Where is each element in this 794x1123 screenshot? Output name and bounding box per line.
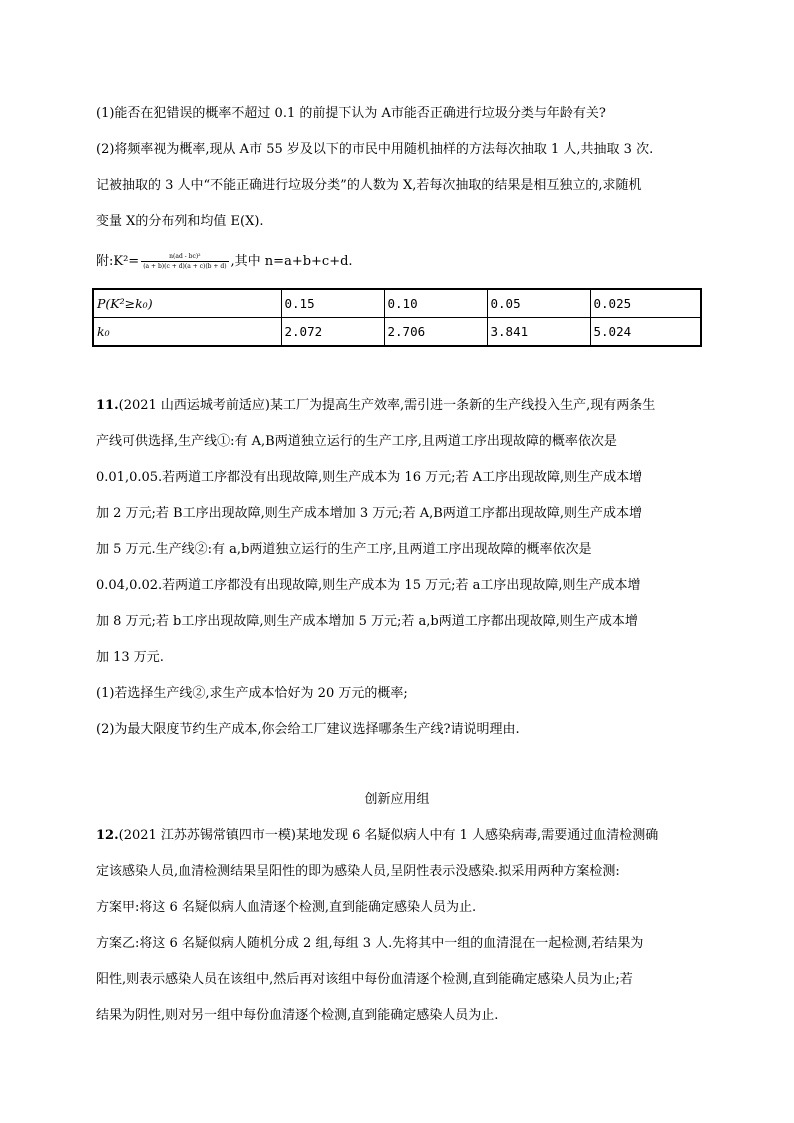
table-cell: 3.841 — [487, 318, 590, 347]
table-cell: k₀ — [93, 318, 281, 347]
q12-line1 — [96, 826, 658, 846]
formula-numerator: n(ad - bc)² — [141, 252, 228, 262]
table-cell: 0.05 — [487, 289, 590, 318]
q11-part1: (1)若选择生产线②,求生产成本恰好为 20 万元的概率; — [96, 686, 408, 701]
q10-part2-line2: 记被抽取的 3 人中“不能正确进行垃圾分类”的人数为 X,若每次抽取的结果是相互独立的,求随机 — [96, 178, 642, 193]
q12-text: (2021 江苏苏锡常镇四市一模)某地发现 6 名疑似病人中有 1 人感染病毒,需要通过血清检测确 — [118, 828, 659, 843]
formula-denominator: (a + b)(c + d)(a + c)(b + d) — [143, 263, 227, 270]
q11-line4: 加 2 万元;若 B工序出现故障,则生产成本增加 3 万元;若 A,B两道工序都出现故障,则生产成本增 — [96, 506, 642, 521]
q11-text: (2021 山西运城考前适应)某工厂为提高生产效率,需引进一条新的生产线投入生产,现有两条生 — [118, 398, 656, 413]
q10-part2-line3: 变量 X的分布列和均值 E(X). — [96, 214, 264, 229]
q12-number: 12. — [96, 828, 119, 843]
q11-line8: 加 13 万元. — [96, 650, 164, 665]
q11-line7: 加 8 万元;若 b工序出现故障,则生产成本增加 5 万元;若 a,b两道工序都出现故障,则生产成本增 — [96, 614, 638, 629]
table-cell: 2.706 — [384, 318, 487, 347]
q11-line2: 产线可供选择,生产线①:有 A,B两道独立运行的生产工序,且两道工序出现故障的概率依次是 — [96, 434, 617, 449]
q11-line3: 0.01,0.05.若两道工序都没有出现故障,则生产成本为 16 万元;若 A工序出现故障,则生产成本增 — [96, 470, 643, 485]
table-cell: 0.025 — [590, 289, 701, 318]
table-cell: 2.072 — [281, 318, 384, 347]
formula-fraction — [141, 252, 228, 271]
q12-line5: 阳性,则表示感染人员在该组中,然后再对该组中每份血清逐个检测,直到能确定感染人员为止;若 — [96, 972, 633, 987]
formula-suffix: ,其中 n=a+b+c+d. — [230, 254, 353, 269]
table-row — [93, 289, 701, 318]
q11-line5: 加 5 万元.生产线②:有 a,b两道独立运行的生产工序,且两道工序出现故障的概率依次是 — [96, 542, 592, 557]
table-row — [93, 318, 701, 347]
q11-part2: (2)为最大限度节约生产成本,你会给工厂建议选择哪条生产线?请说明理由. — [96, 722, 520, 737]
table-cell: 5.024 — [590, 318, 701, 347]
table-cell: 0.15 — [281, 289, 384, 318]
critical-value-table — [92, 288, 702, 347]
q10-part2-line1: (2)将频率视为概率,现从 A市 55 岁及以下的市民中用随机抽样的方法每次抽取 1 人,共抽取 3 次. — [96, 142, 654, 157]
formula-line — [96, 252, 353, 272]
q12-line3: 方案甲:将这 6 名疑似病人血清逐个检测,直到能确定感染人员为止. — [96, 900, 477, 915]
q12-line2: 定该感染人员,血清检测结果呈阳性的即为感染人员,呈阴性表示没感染.拟采用两种方案检测: — [96, 864, 620, 879]
q10-part1: (1)能否在犯错误的概率不超过 0.1 的前提下认为 A市能否正确进行垃圾分类与年龄有关? — [96, 106, 606, 121]
section-title: 创新应用组 — [364, 792, 430, 807]
q11-line1 — [96, 396, 655, 416]
q11-line6: 0.04,0.02.若两道工序都没有出现故障,则生产成本为 15 万元;若 a工序出现故障,则生产成本增 — [96, 578, 641, 593]
table-cell: P(K²≥k₀) — [93, 289, 281, 318]
table-cell: 0.10 — [384, 289, 487, 318]
formula-prefix: 附:K²= — [96, 254, 140, 269]
q12-line6: 结果为阴性,则对另一组中每份血清逐个检测,直到能确定感染人员为止. — [96, 1008, 499, 1023]
q12-line4: 方案乙:将这 6 名疑似病人随机分成 2 组,每组 3 人.先将其中一组的血清混在一起检测,若结果为 — [96, 936, 644, 951]
q11-number: 11. — [96, 398, 119, 413]
